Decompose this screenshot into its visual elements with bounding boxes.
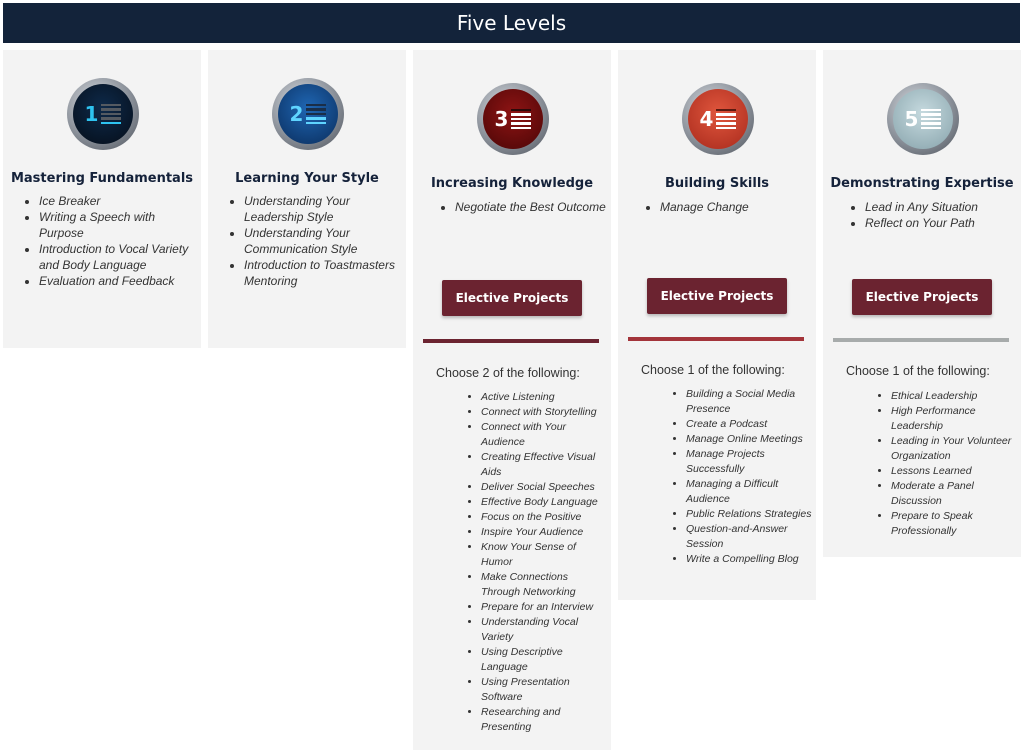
list-item: • Researching and Presenting xyxy=(481,705,607,735)
level-card-5 xyxy=(823,50,1021,557)
level-5-elective-list xyxy=(877,389,1017,539)
level-3-divider xyxy=(423,339,599,343)
list-item: • Building a Social Media Presence xyxy=(686,387,812,417)
list-item: • Question-and-Answer Session xyxy=(686,522,812,552)
list-item: • High Performance Leadership xyxy=(891,404,1017,434)
level-3-number: 3 xyxy=(494,107,509,131)
level-5-project-list xyxy=(851,199,1019,231)
list-item: • Writing a Speech with Purpose xyxy=(39,209,197,241)
level-1-title: Mastering Fundamentals xyxy=(10,171,194,186)
list-item: • Using Presentation Software xyxy=(481,675,607,705)
level-5-number: 5 xyxy=(904,107,919,131)
list-item: • Public Relations Strategies xyxy=(686,507,812,522)
level-4-divider xyxy=(628,337,804,341)
level-1-badge-icon xyxy=(67,78,139,150)
list-item: • Ice Breaker xyxy=(39,193,197,209)
list-item: • Connect with Your Audience xyxy=(481,420,607,450)
level-5-title: Demonstrating Expertise xyxy=(830,176,1014,191)
page-header: Five Levels xyxy=(3,3,1020,43)
list-item: • Ethical Leadership xyxy=(891,389,1017,404)
list-item: • Evaluation and Feedback xyxy=(39,273,197,289)
list-item: • Reflect on Your Path xyxy=(865,215,1019,231)
list-item: • Know Your Sense of Humor xyxy=(481,540,607,570)
list-item: • Introduction to Toastmasters Mentoring xyxy=(244,257,402,289)
list-item: • Negotiate the Best Outcome xyxy=(455,199,609,215)
level-4-number: 4 xyxy=(699,107,714,131)
level-4-elective-list xyxy=(672,387,812,567)
level-4-choose-text: Choose 1 of the following: xyxy=(641,363,785,377)
level-5-divider xyxy=(833,338,1009,342)
level-1-number: 1 xyxy=(84,102,99,126)
list-item: • Leading in Your Volunteer Organization xyxy=(891,434,1017,464)
list-item: • Understanding Vocal Variety xyxy=(481,615,607,645)
level-2-project-list xyxy=(230,193,402,289)
level-3-elective-projects-button[interactable]: Elective Projects xyxy=(442,280,582,316)
list-item: • Understanding Your Leadership Style xyxy=(244,193,402,225)
list-item: • Focus on the Positive xyxy=(481,510,607,525)
level-3-project-list xyxy=(441,199,609,215)
list-item: • Creating Effective Visual Aids xyxy=(481,450,607,480)
list-item: • Introduction to Vocal Variety and Body Language xyxy=(39,241,197,273)
list-item: • Create a Podcast xyxy=(686,417,812,432)
level-5-badge-icon xyxy=(887,83,959,155)
list-item: • Prepare to Speak Professionally xyxy=(891,509,1017,539)
level-4-elective-projects-button[interactable]: Elective Projects xyxy=(647,278,787,314)
list-item: • Write a Compelling Blog xyxy=(686,552,812,567)
level-5-choose-text: Choose 1 of the following: xyxy=(846,364,990,378)
list-item: • Managing a Difficult Audience xyxy=(686,477,812,507)
list-item: • Lead in Any Situation xyxy=(865,199,1019,215)
list-item: • Prepare for an Interview xyxy=(481,600,607,615)
list-item: • Connect with Storytelling xyxy=(481,405,607,420)
level-2-title: Learning Your Style xyxy=(235,171,379,186)
level-4-title: Building Skills xyxy=(664,176,770,191)
list-item: • Manage Online Meetings xyxy=(686,432,812,447)
level-card-4 xyxy=(618,50,816,600)
list-item: • Lessons Learned xyxy=(891,464,1017,479)
level-card-1 xyxy=(3,50,201,348)
level-3-badge-icon xyxy=(477,83,549,155)
level-5-elective-projects-button[interactable]: Elective Projects xyxy=(852,279,992,315)
level-2-number: 2 xyxy=(289,102,304,126)
list-item: • Effective Body Language xyxy=(481,495,607,510)
level-3-elective-list xyxy=(467,390,607,735)
list-item: • Active Listening xyxy=(481,390,607,405)
list-item: • Manage Projects Successfully xyxy=(686,447,812,477)
list-item: • Make Connections Through Networking xyxy=(481,570,607,600)
list-item: • Deliver Social Speeches xyxy=(481,480,607,495)
list-item: • Manage Change xyxy=(660,199,814,215)
level-1-project-list xyxy=(25,193,197,289)
level-2-badge-icon xyxy=(272,78,344,150)
list-item: • Moderate a Panel Discussion xyxy=(891,479,1017,509)
list-item: • Understanding Your Communication Style xyxy=(244,225,402,257)
level-4-badge-icon xyxy=(682,83,754,155)
level-4-project-list xyxy=(646,199,814,215)
level-card-3 xyxy=(413,50,611,750)
list-item: • Using Descriptive Language xyxy=(481,645,607,675)
level-3-title: Increasing Knowledge xyxy=(430,176,594,191)
list-item: • Inspire Your Audience xyxy=(481,525,607,540)
level-card-2 xyxy=(208,50,406,348)
level-3-choose-text: Choose 2 of the following: xyxy=(436,366,580,380)
